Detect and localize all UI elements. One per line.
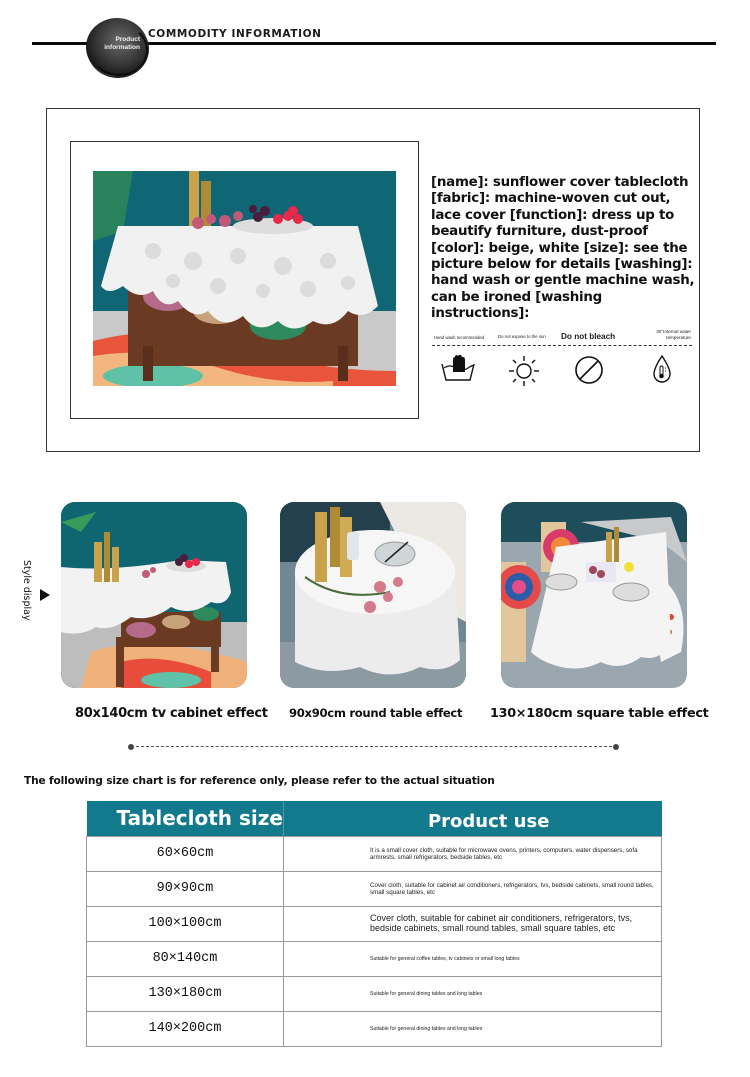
wash-label-no-bleach: Do not bleach bbox=[561, 332, 616, 341]
wash-label-water-temp-line2: temperature bbox=[666, 335, 691, 340]
product-main-image bbox=[93, 171, 396, 386]
use-cell: It is a small cover cloth, suitable for microwave ovens, printers, computers, water dispensers, sofa armrests, small refrigerators, bedside tables, etc bbox=[283, 836, 661, 871]
wash-label-no-sun: Do not expose to the sun bbox=[498, 334, 546, 339]
water-temperature-icon bbox=[650, 354, 674, 386]
washing-divider bbox=[432, 345, 692, 346]
dashed-separator bbox=[131, 746, 617, 747]
badge-line-1: Product bbox=[115, 36, 140, 43]
header-tablecloth-size: Tablecloth size bbox=[87, 801, 284, 836]
table-row bbox=[87, 941, 662, 976]
badge-line-2: information bbox=[104, 44, 140, 51]
size-cell: 60×60cm bbox=[87, 836, 284, 871]
round-table-photo bbox=[280, 502, 466, 688]
tv-cabinet-photo bbox=[61, 502, 247, 688]
washing-instructions-labels bbox=[431, 329, 693, 345]
tablecloth-cabinet-photo bbox=[93, 171, 396, 386]
table-row bbox=[87, 1011, 662, 1046]
size-chart-table bbox=[86, 801, 662, 1047]
style-image-tv-cabinet bbox=[61, 502, 247, 688]
hand-wash-icon bbox=[440, 354, 476, 384]
style-image-square-table bbox=[501, 502, 687, 688]
use-cell: Suitable for general dining tables and long tables bbox=[283, 976, 661, 1011]
use-cell: Cover cloth, suitable for cabinet air conditioners, refrigerators, tvs, bedside cabinets, small round tables, small square tables, etc bbox=[283, 906, 661, 941]
size-cell: 140×200cm bbox=[87, 1011, 284, 1046]
table-row bbox=[87, 976, 662, 1011]
use-cell: Suitable for general dining tables and long tables bbox=[283, 1011, 661, 1046]
table-row bbox=[87, 836, 662, 871]
separator-dot-right bbox=[613, 744, 619, 750]
size-chart-note: The following size chart is for reference only, please refer to the actual situation bbox=[24, 775, 495, 787]
style-display-label bbox=[8, 560, 36, 630]
square-table-photo bbox=[501, 502, 687, 688]
style-caption-tv-cabinet: 80x140cm tv cabinet effect bbox=[75, 706, 268, 721]
use-cell: Suitable for general coffee tables, tv cabinets or small long tables bbox=[283, 941, 661, 976]
separator-dot-left bbox=[128, 744, 134, 750]
section-title: COMMODITY INFORMATION bbox=[148, 28, 322, 40]
size-cell: 80×140cm bbox=[87, 941, 284, 976]
wash-label-hand-wash: Hand wash recommended bbox=[434, 335, 485, 340]
table-row bbox=[87, 871, 662, 906]
style-caption-round-table: 90x90cm round table effect bbox=[289, 706, 463, 720]
size-cell: 90×90cm bbox=[87, 871, 284, 906]
product-description: [name]: sunflower cover tablecloth [fabric]: machine-woven cut out, lace cover [function]: dress up to beautify furniture, dust-proof [color]: beige, white [size]: see the picture below for details [washing]: hand wash or gentle machine wash, can be ironed [washing instructions]: bbox=[431, 175, 695, 322]
table-row bbox=[87, 906, 662, 941]
size-cell: 130×180cm bbox=[87, 976, 284, 1011]
wash-label-water-temp-line1: 30°Internal water bbox=[656, 329, 691, 334]
wash-label-water-temp bbox=[656, 329, 691, 341]
no-bleach-icon bbox=[573, 354, 605, 386]
style-caption-square-table: 130×180cm square table effect bbox=[490, 706, 709, 721]
size-chart-header-row bbox=[87, 801, 662, 836]
size-cell: 100×100cm bbox=[87, 906, 284, 941]
badge-text bbox=[88, 36, 140, 52]
washing-icons-row bbox=[431, 354, 693, 388]
style-display-text: Style display bbox=[21, 560, 32, 621]
header-product-use: Product use bbox=[283, 801, 661, 836]
style-image-round-table bbox=[280, 502, 466, 688]
use-cell: Cover cloth, suitable for cabinet air conditioners, refrigerators, tvs, bedside cabinets, small round tables, small square tables, etc bbox=[283, 871, 661, 906]
triangle-right-icon bbox=[40, 589, 50, 601]
sun-icon bbox=[507, 354, 541, 388]
